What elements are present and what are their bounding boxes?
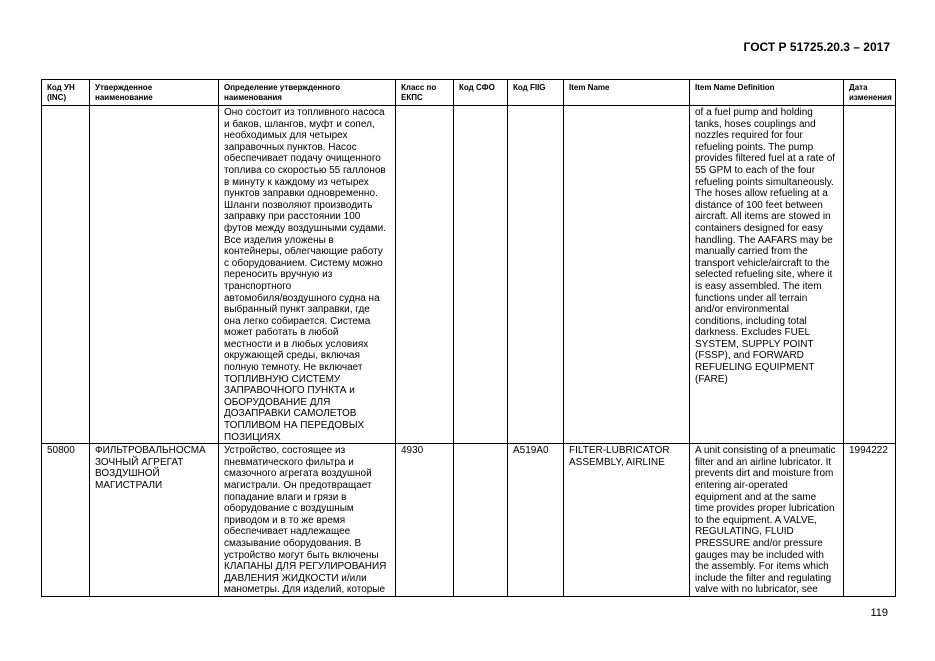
header-approved-name: Утвержденное наименование [90,80,219,106]
cell-inc: 50800 [42,444,90,597]
table-header-row [42,80,896,106]
page-number: 119 [870,607,888,619]
cell-item-name [564,106,690,444]
cell-definition: Устройство, состоящее из пневматического фильтра и смазочного агрегата воздушной магистрали. Он предотвращает попадание влаги и грязи в оборудование с воздушным приводом и в то же время обеспечивает надлежащее смазывание оборудования. В устройство могут быть включены КЛАПАНЫ ДЛЯ РЕГУЛИРОВАНИЯ ДАВЛЕНИЯ ЖИДКОСТИ и/или манометры. Для изделий, которые [219,444,396,597]
standard-designation: ГОСТ Р 51725.20.3 – 2017 [743,40,890,54]
cell-sfo-code [454,444,508,597]
cell-sfo-code [454,106,508,444]
cell-item-name: FILTER-LUBRICATOR ASSEMBLY, AIRLINE [564,444,690,597]
header-fiig-code: Код FIIG [508,80,564,106]
cell-fiig-code: A519A0 [508,444,564,597]
header-item-name: Item Name [564,80,690,106]
cell-change-date: 1994222 [844,444,896,597]
header-definition: Определение утвержденного наименования [219,80,396,106]
cell-definition: Оно состоит из топливного насоса и баков, шлангов, муфт и сопел, необходимых для четырех заправочных пунктов. Насос обеспечивает подачу очищенного топлива со скоростью 55 галлонов в минуту к каждому из четырех пунктов заправки одновременно. Шланги позволяют производить заправку при расстоянии 100 футов между воздушными судами. Все изделия уложены в контейнеры, облегчающие работу с оборудованием. Систему можно переносить вручную из транспортного автомобиля/воздушного судна на выбранный пункт заправки, где она легко собирается. Система может работать в любой местности и в любых условиях окружающей среды, включая полную темноту. Не включает ТОПЛИВНУЮ СИСТЕМУ ЗАПРАВОЧНОГО ПУНКТА и ОБОРУДОВАНИЕ ДЛЯ ДОЗАПРАВКИ САМОЛЕТОВ ТОПЛИВОМ НА ПЕРЕДОВЫХ ПОЗИЦИЯХ [219,106,396,444]
cell-approved-name: ФИЛЬТРОВАЛЬНОСМА ЗОЧНЫЙ АГРЕГАТ ВОЗДУШНОЙ МАГИСТРАЛИ [90,444,219,597]
header-change-date: Дата изменения [844,80,896,106]
table-row [42,106,896,444]
cell-item-definition: of a fuel pump and holding tanks, hoses couplings and nozzles required for four refueling points. The pump provides filtered fuel at a rate of 55 GPM to each of the four refueling points simultaneously. The hoses allow refueling at a distance of 100 feet between aircraft. All items are stowed in containers designed for easy handling. The AAFARS may be manually carried from the transport vehicle/aircraft to the selected refueling site, where it is easy assembled. The item functions under all terrain and/or environmental conditions, including total darkness. Excludes FUEL SYSTEM, SUPPLY POINT (FSSP), and FORWARD REFUELING EQUIPMENT (FARE) [690,106,844,444]
cell-item-definition: A unit consisting of a pneumatic filter and an airline lubricator. It prevents dirt and moisture from entering air-operated equipment and at the same time provides proper lubrication to the equipment. A VALVE, REGULATING, FLUID PRESSURE and/or pressure gauges may be included with the assembly. For items which include the filter and regulating valve with no lubricator, see [690,444,844,597]
table-row [42,444,896,597]
cell-approved-name [90,106,219,444]
cell-inc [42,106,90,444]
header-class: Класс по ЕКПС [396,80,454,106]
classification-table [41,79,896,597]
cell-class [396,106,454,444]
header-item-definition: Item Name Definition [690,80,844,106]
header-sfo-code: Код СФО [454,80,508,106]
header-inc: Код УН (INC) [42,80,90,106]
cell-fiig-code [508,106,564,444]
cell-class: 4930 [396,444,454,597]
cell-change-date [844,106,896,444]
